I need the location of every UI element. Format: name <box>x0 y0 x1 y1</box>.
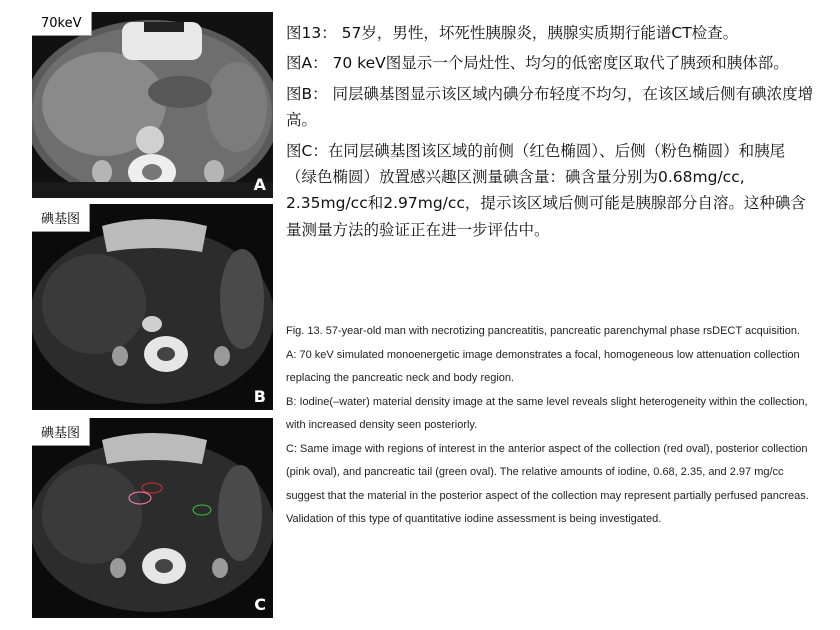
en-caption-title: Fig. 13. 57-year-old man with necrotizing pancreatitis, pancreatic parenchymal phase rsDECT acquisition. <box>286 325 800 337</box>
ct-image-70kev <box>32 12 273 198</box>
ct-scan-graphic <box>32 12 273 198</box>
ct-image-iodine-map-c <box>32 418 273 618</box>
zh-caption-b: 图B： 同层碘基图显示该区域内碘分布轻度不均匀，在该区域后侧有碘浓度增高。 <box>286 84 814 130</box>
en-caption-a: A: 70 keV simulated monoenergetic image demonstrates a focal, homogeneous low attenuation collection replacing the pancreatic neck and body region. <box>286 348 800 384</box>
panel-c-label: 碘基图 <box>32 418 90 446</box>
panel-c-letter: C <box>254 595 266 614</box>
ct-image-iodine-map-b <box>32 204 273 410</box>
iodine-map-graphic <box>32 204 273 410</box>
zh-caption-c: 图C：在同层碘基图该区域的前侧（红色椭圆）、后侧（粉色椭圆）和胰尾（绿色椭圆）放置感兴趣区测量碘含量：碘含量分别为0.68mg/cc, 2.35mg/cc和2.97mg/cc，提示该区域后侧可能是胰腺部分自溶。这种碘含量测量方法的验证正在进一步评估中。 <box>286 141 806 239</box>
en-caption-b: B: Iodine(–water) material density image at the same level reveals slight heterogeneity within the collection, with increased density seen posteriorly. <box>286 395 808 431</box>
panel-b-label: 碘基图 <box>32 204 90 232</box>
panel-b-letter: B <box>253 387 266 406</box>
panel-a-letter: A <box>253 175 266 194</box>
iodine-map-roi-graphic <box>32 418 273 618</box>
chinese-caption <box>286 20 816 243</box>
zh-caption-a: 图A： 70 keV图显示一个局灶性、均匀的低密度区取代了胰颈和胰体部。 <box>286 54 789 73</box>
en-caption-c: C: Same image with regions of interest in the anterior aspect of the collection (red oval), posterior collection (pink oval), and pancreatic tail (green oval). The relative amounts of iodine, 0.68, 2.35, and 2.97 mg/cc suggest that the material in the posterior aspect of the collection may represent partially perfused pancreas. Validation of this type of quantitative iodine assessment is being investigated. <box>286 442 809 525</box>
zh-caption-title: 图13： 57岁，男性，坏死性胰腺炎，胰腺实质期行能谱CT检查。 <box>286 24 739 42</box>
panel-a-label: 70keV <box>32 12 92 36</box>
english-caption <box>286 320 816 532</box>
